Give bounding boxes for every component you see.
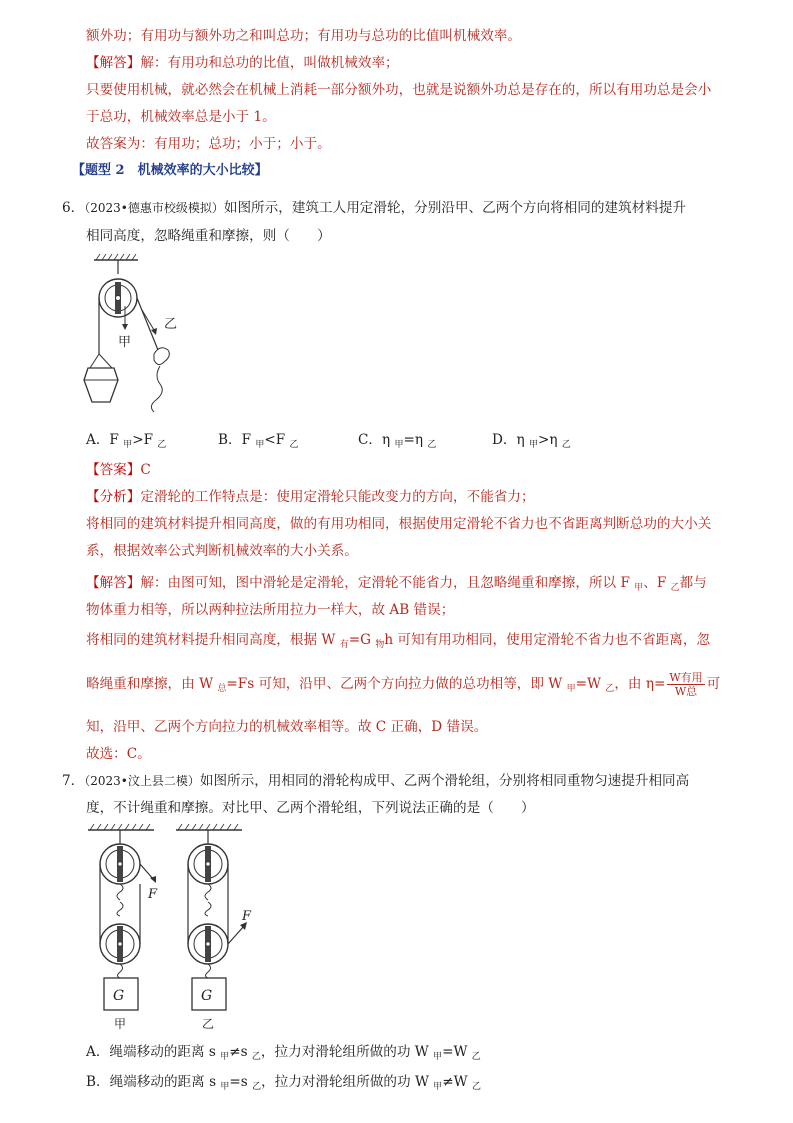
label-yi: 乙 (202, 1017, 215, 1031)
option-c[interactable]: C．η $_甲$=η $_乙$ (358, 432, 437, 450)
question-source: （2023•德惠市校级模拟） (84, 201, 224, 215)
solution-tag: 【解答】 (86, 575, 141, 591)
text-line: 只要使用机械，就必然会在机械上消耗一部分额外功，也就是说额外功总是存在的，所以有用功总是会小 (86, 82, 712, 98)
label-jia: 甲 (118, 335, 132, 350)
answer-text: 解：有用功和总功的比值，叫做机械效率； (140, 55, 399, 71)
text-line: 故答案为：有用功；总功；小于；小于。 (86, 136, 331, 152)
force-label-f: F (242, 909, 252, 924)
solution-line: 故选：C。 (86, 746, 151, 762)
solution-line: 【解答】解：由图可知，图中滑轮是定滑轮，定滑轮不能省力，且忽略绳重和摩擦，所以 F $_甲$、F $_乙$都与 (86, 575, 707, 593)
force-label-f: F (148, 887, 158, 902)
pulley-group-jia (88, 824, 158, 1031)
question-6-stem-line1 (62, 198, 686, 218)
question-7-stem-line2: 度，不计绳重和摩擦。对比甲、乙两个滑轮组，下列说法正确的是（ ） (86, 800, 535, 816)
solution-line: 将相同的建筑材料提升相同高度，根据 W $_有$=G $_物$h 可知有用功相同，使用定滑轮不省力也不省距离，忽 (86, 632, 711, 650)
question-stem: 如图所示，用相同的滑轮构成甲、乙两个滑轮组，分别将相同重物匀速提升相同高 (199, 773, 690, 789)
efficiency-fraction: $\frac{\text{W有用}}{\text{W总}}$ (669, 671, 703, 698)
weight-label-g: G (113, 988, 125, 1004)
question-number: 6． (62, 200, 85, 216)
answer-value: C (140, 462, 151, 478)
option-b[interactable]: B．绳端移动的距离 s $_甲$=s $_乙$，拉力对滑轮组所做的功 W $_甲$≠W $_乙$ (86, 1074, 481, 1092)
solution-line: 物体重力相等，所以两种拉法所用拉力一样大，故 AB 错误； (86, 602, 455, 618)
pulley-groups-figure (82, 822, 272, 1034)
option-a[interactable]: A．绳端移动的距离 s $_甲$≠s $_乙$，拉力对滑轮组所做的功 W $_甲$=W $_乙$ (86, 1044, 481, 1062)
question-stem: 如图所示，建筑工人用定滑轮，分别沿甲、乙两个方向将相同的建筑材料提升 (223, 200, 687, 216)
question-number: 7． (62, 773, 85, 789)
option-b[interactable]: B．F $_甲$<F $_乙$ (218, 432, 299, 450)
analysis-line: 【分析】定滑轮的工作特点是：使用定滑轮只能改变力的方向，不能省力； (86, 489, 535, 505)
answer-tag: 【解答】 (86, 55, 141, 71)
question-7-stem-line1 (62, 771, 689, 791)
section-title: 【题型 2 机械效率的大小比较】 (72, 163, 268, 178)
solution-line: 略绳重和摩擦，由 W $_总$=Fs 可知，沿甲、乙两个方向拉力做的总功相等，即 W $_甲$=W $_乙$，由 η= $\frac{\text{W有用}}{\text{W总}}$ 可 (86, 671, 721, 698)
answer-tag: 【答案】 (86, 462, 141, 478)
question-source: （2023•汶上县二模） (84, 774, 200, 788)
text-line: 额外功；有用功与额外功之和叫总功；有用功与总功的比值叫机械效率。 (86, 28, 521, 44)
analysis-line: 将相同的建筑材料提升相同高度，做的有用功相同，根据使用定滑轮不省力也不省距离判断总功的大小关 (86, 516, 712, 532)
fixed-pulley-figure (80, 250, 190, 420)
analysis-tag: 【分析】 (86, 489, 141, 505)
option-a[interactable]: A．F $_甲$>F $_乙$ (86, 432, 167, 450)
solution-line: 知，沿甲、乙两个方向拉力的机械效率相等。故 C 正确，D 错误。 (86, 719, 488, 735)
label-jia: 甲 (114, 1017, 127, 1031)
option-d[interactable]: D．η $_甲$>η $_乙$ (492, 432, 571, 450)
weight-label-g: G (201, 988, 213, 1004)
label-yi: 乙 (164, 317, 178, 332)
text-line: 于总功，机械效率总是小于 1。 (86, 109, 276, 125)
answer-line (86, 460, 151, 480)
analysis-line: 系，根据效率公式判断机械效率的大小关系。 (86, 543, 358, 559)
answer-line (86, 53, 399, 73)
pulley-group-yi (176, 824, 252, 1031)
question-6-stem-line2: 相同高度，忽略绳重和摩擦，则（ ） (86, 228, 331, 244)
